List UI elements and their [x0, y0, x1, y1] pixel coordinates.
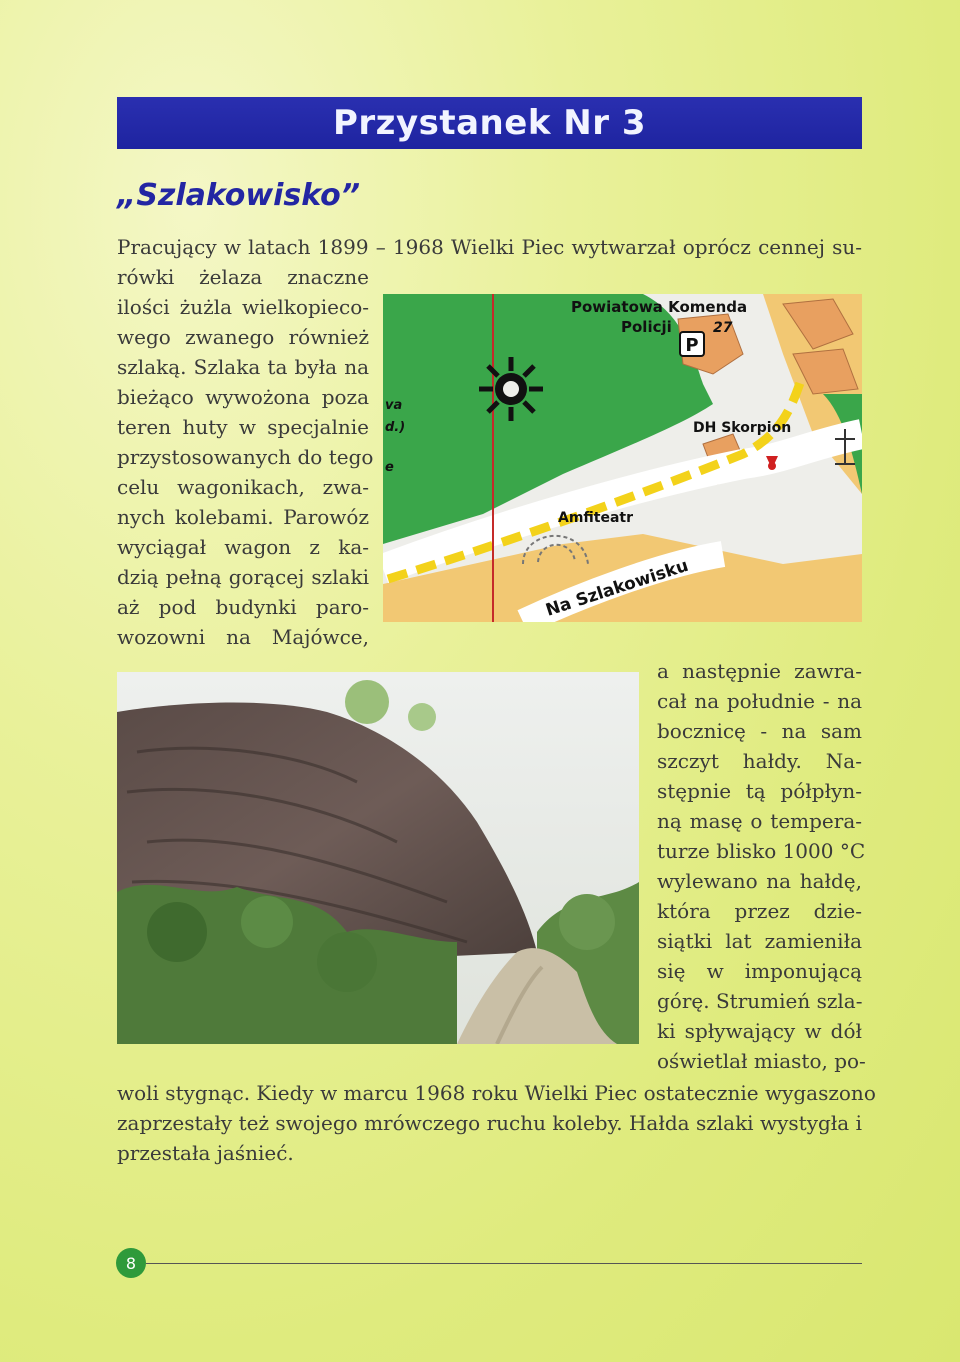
- body-line: nych kolebami. Parowóz: [117, 505, 369, 529]
- body-line: zaprzestały też swojego mrówczego ruchu koleby. Hałda szlaki wystygła i: [117, 1111, 862, 1135]
- body-line: wego zwanego również: [117, 325, 369, 349]
- body-line: przestała jaśnieć.: [117, 1141, 294, 1165]
- map-label-police-number: 27: [713, 320, 733, 336]
- footer-divider: [146, 1263, 862, 1264]
- body-line: która przez dzie-: [657, 899, 862, 923]
- parking-label: P: [685, 335, 699, 356]
- body-line: ną masę o tempera-: [657, 809, 862, 833]
- body-line: oświetlał miasto, po-: [657, 1049, 866, 1073]
- page-number: 8: [116, 1248, 146, 1278]
- section-subtitle: „Szlakowisko”: [117, 178, 361, 213]
- slag-heap-illustration: [117, 672, 639, 1044]
- title-banner: [117, 97, 862, 149]
- page-title: Przystanek Nr 3: [332, 103, 646, 143]
- map-label-edge: e: [385, 460, 394, 475]
- parking-icon: [680, 332, 704, 356]
- map-label-police-line2: Policji: [621, 318, 672, 336]
- body-line: szczyt hałdy. Na-: [657, 749, 862, 773]
- body-line: wozowni na Majówce,: [117, 625, 369, 649]
- map-label-scorpion: DH Skorpion: [693, 420, 792, 436]
- body-line: cał na południe - na: [657, 689, 862, 713]
- body-line: dzią pełną gorącej szlaki: [117, 565, 369, 589]
- body-line: aż pod budynki paro-: [117, 595, 369, 619]
- body-line: bieżąco wywożona poza: [117, 385, 369, 409]
- slag-heap-photo: [117, 672, 639, 1044]
- map-label-street: Na Szlakowisku: [543, 555, 691, 621]
- body-line: ilości żużla wielkopieco-: [117, 295, 369, 319]
- body-line: Pracujący w latach 1899 – 1968 Wielki Piec wytwarzał oprócz cennej su-: [117, 235, 862, 259]
- body-line: wyciągał wagon z ka-: [117, 535, 369, 559]
- body-line: woli stygnąc. Kiedy w marcu 1968 roku Wielki Piec ostatecznie wygaszono: [117, 1081, 876, 1105]
- body-line: wylewano na hałdę,: [657, 869, 862, 893]
- body-line: przystosowanych do tego: [117, 445, 374, 469]
- body-line: teren huty w specjalnie: [117, 415, 369, 439]
- body-line: celu wagonikach, zwa-: [117, 475, 369, 499]
- body-line: szlaką. Szlaka ta była na: [117, 355, 369, 379]
- body-line: stępnie tą półpłyn-: [657, 779, 862, 803]
- body-line: się w imponującą: [657, 959, 862, 983]
- body-line: górę. Strumień szla-: [657, 989, 863, 1013]
- map-label-edge: va: [385, 398, 403, 413]
- map-label-police-line1: Powiatowa Komenda: [571, 298, 748, 316]
- sun-landmark-icon: [479, 357, 543, 421]
- body-line: ki spływający w dół: [657, 1019, 862, 1043]
- map-graphic: [383, 294, 862, 622]
- body-line: bocznicę - na sam: [657, 719, 862, 743]
- body-line: rówki żelaza znaczne: [117, 265, 369, 289]
- location-map: [383, 294, 862, 622]
- body-line: a następnie zawra-: [657, 659, 862, 683]
- map-label-amphitheatre: Amfiteatr: [558, 510, 634, 526]
- body-line: turze blisko 1000 °C: [657, 839, 866, 863]
- body-line: siątki lat zamieniła: [657, 929, 862, 953]
- map-label-edge: d.): [385, 420, 406, 435]
